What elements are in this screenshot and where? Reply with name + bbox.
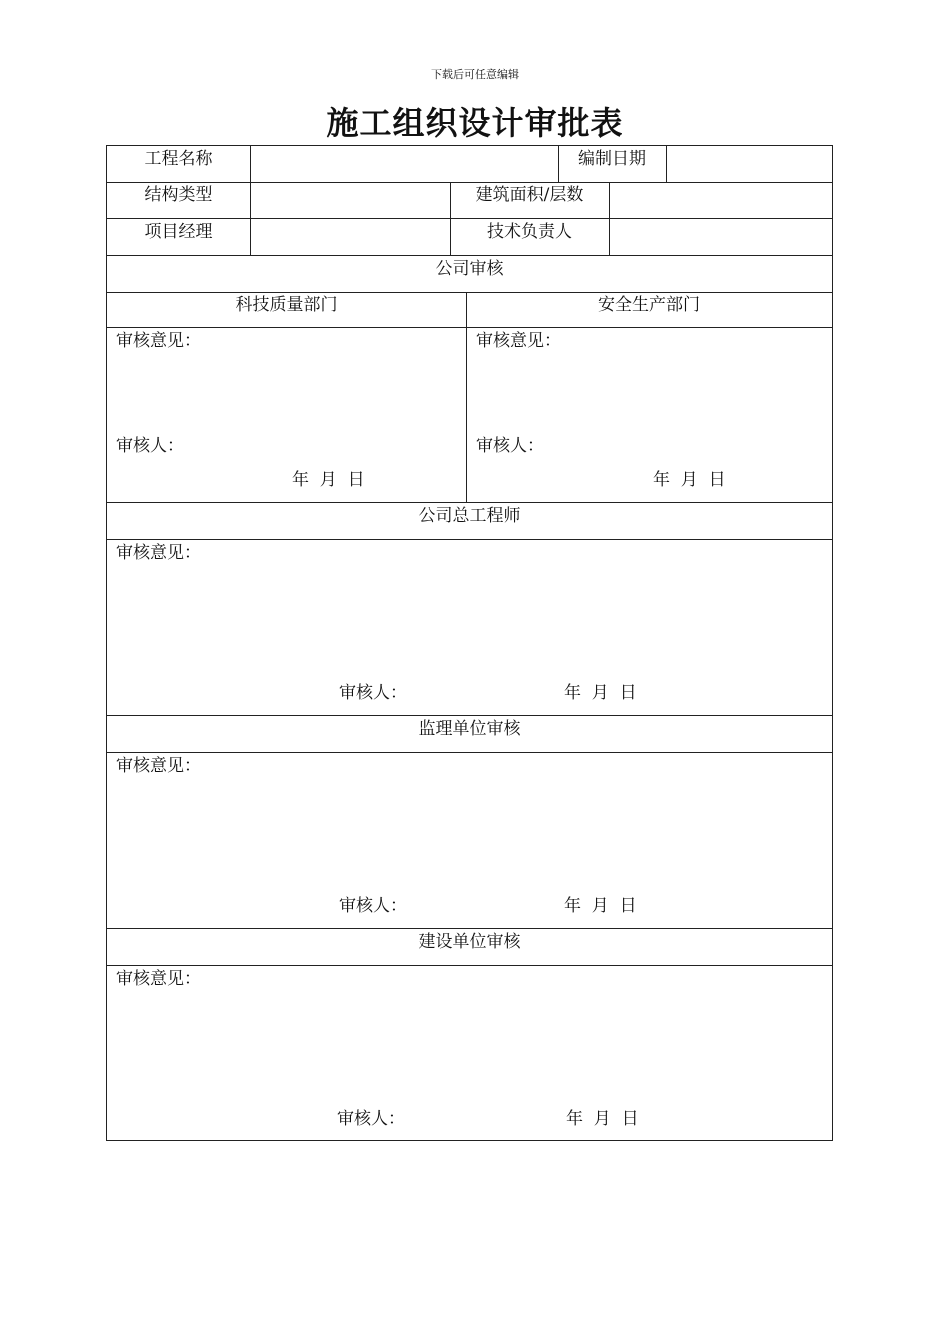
- row-divider: [107, 715, 832, 716]
- building-area-field[interactable]: [609, 182, 832, 218]
- chief-date-label: 年 月 日: [564, 683, 637, 703]
- tech-lead-field[interactable]: [609, 218, 832, 255]
- structure-type-field[interactable]: [250, 182, 450, 218]
- safety-dept-heading: 安全生产部门: [598, 295, 700, 315]
- owner-opinion-label: 审核意见：: [116, 969, 201, 989]
- safety-reviewer-label: 审核人：: [476, 436, 544, 456]
- compile-date-label: 编制日期: [578, 149, 646, 169]
- row-divider: [107, 965, 832, 966]
- project-name-label: 工程名称: [144, 149, 213, 169]
- project-manager-label: 项目经理: [144, 222, 213, 242]
- row-divider: [107, 502, 832, 503]
- compile-date-field[interactable]: [666, 146, 832, 182]
- col-divider: [466, 292, 467, 502]
- owner-reviewer-label: 审核人：: [337, 1109, 405, 1129]
- row-divider: [107, 752, 832, 753]
- page-title: 施工组织设计审批表: [326, 104, 624, 142]
- building-area-label: 建筑面积/层数: [475, 185, 584, 205]
- approval-form: [106, 145, 833, 1141]
- row-divider: [107, 539, 832, 540]
- project-manager-field[interactable]: [250, 218, 450, 255]
- structure-type-label: 结构类型: [144, 185, 213, 205]
- quality-dept-heading: 科技质量部门: [235, 295, 338, 315]
- quality-reviewer-label: 审核人：: [116, 436, 184, 456]
- quality-date-label: 年 月 日: [292, 470, 365, 490]
- row-divider: [107, 255, 832, 256]
- company-review-heading: 公司审核: [435, 259, 504, 279]
- tech-lead-label: 技术负责人: [487, 222, 572, 242]
- owner-date-label: 年 月 日: [566, 1109, 639, 1129]
- row-divider: [107, 327, 832, 328]
- supervision-opinion-label: 审核意见：: [116, 756, 201, 776]
- row-divider: [107, 292, 832, 293]
- supervision-heading: 监理单位审核: [418, 719, 521, 739]
- project-name-field[interactable]: [250, 146, 558, 182]
- chief-engineer-heading: 公司总工程师: [418, 506, 521, 526]
- safety-date-label: 年 月 日: [653, 470, 726, 490]
- row-divider: [107, 928, 832, 929]
- header-note: 下载后可任意编辑: [431, 68, 519, 81]
- safety-opinion-label: 审核意见：: [476, 331, 561, 351]
- chief-opinion-label: 审核意见：: [116, 543, 201, 563]
- quality-opinion-label: 审核意见：: [116, 331, 201, 351]
- owner-heading: 建设单位审核: [418, 932, 521, 952]
- supervision-reviewer-label: 审核人：: [339, 896, 407, 916]
- chief-reviewer-label: 审核人：: [339, 683, 407, 703]
- supervision-date-label: 年 月 日: [564, 896, 637, 916]
